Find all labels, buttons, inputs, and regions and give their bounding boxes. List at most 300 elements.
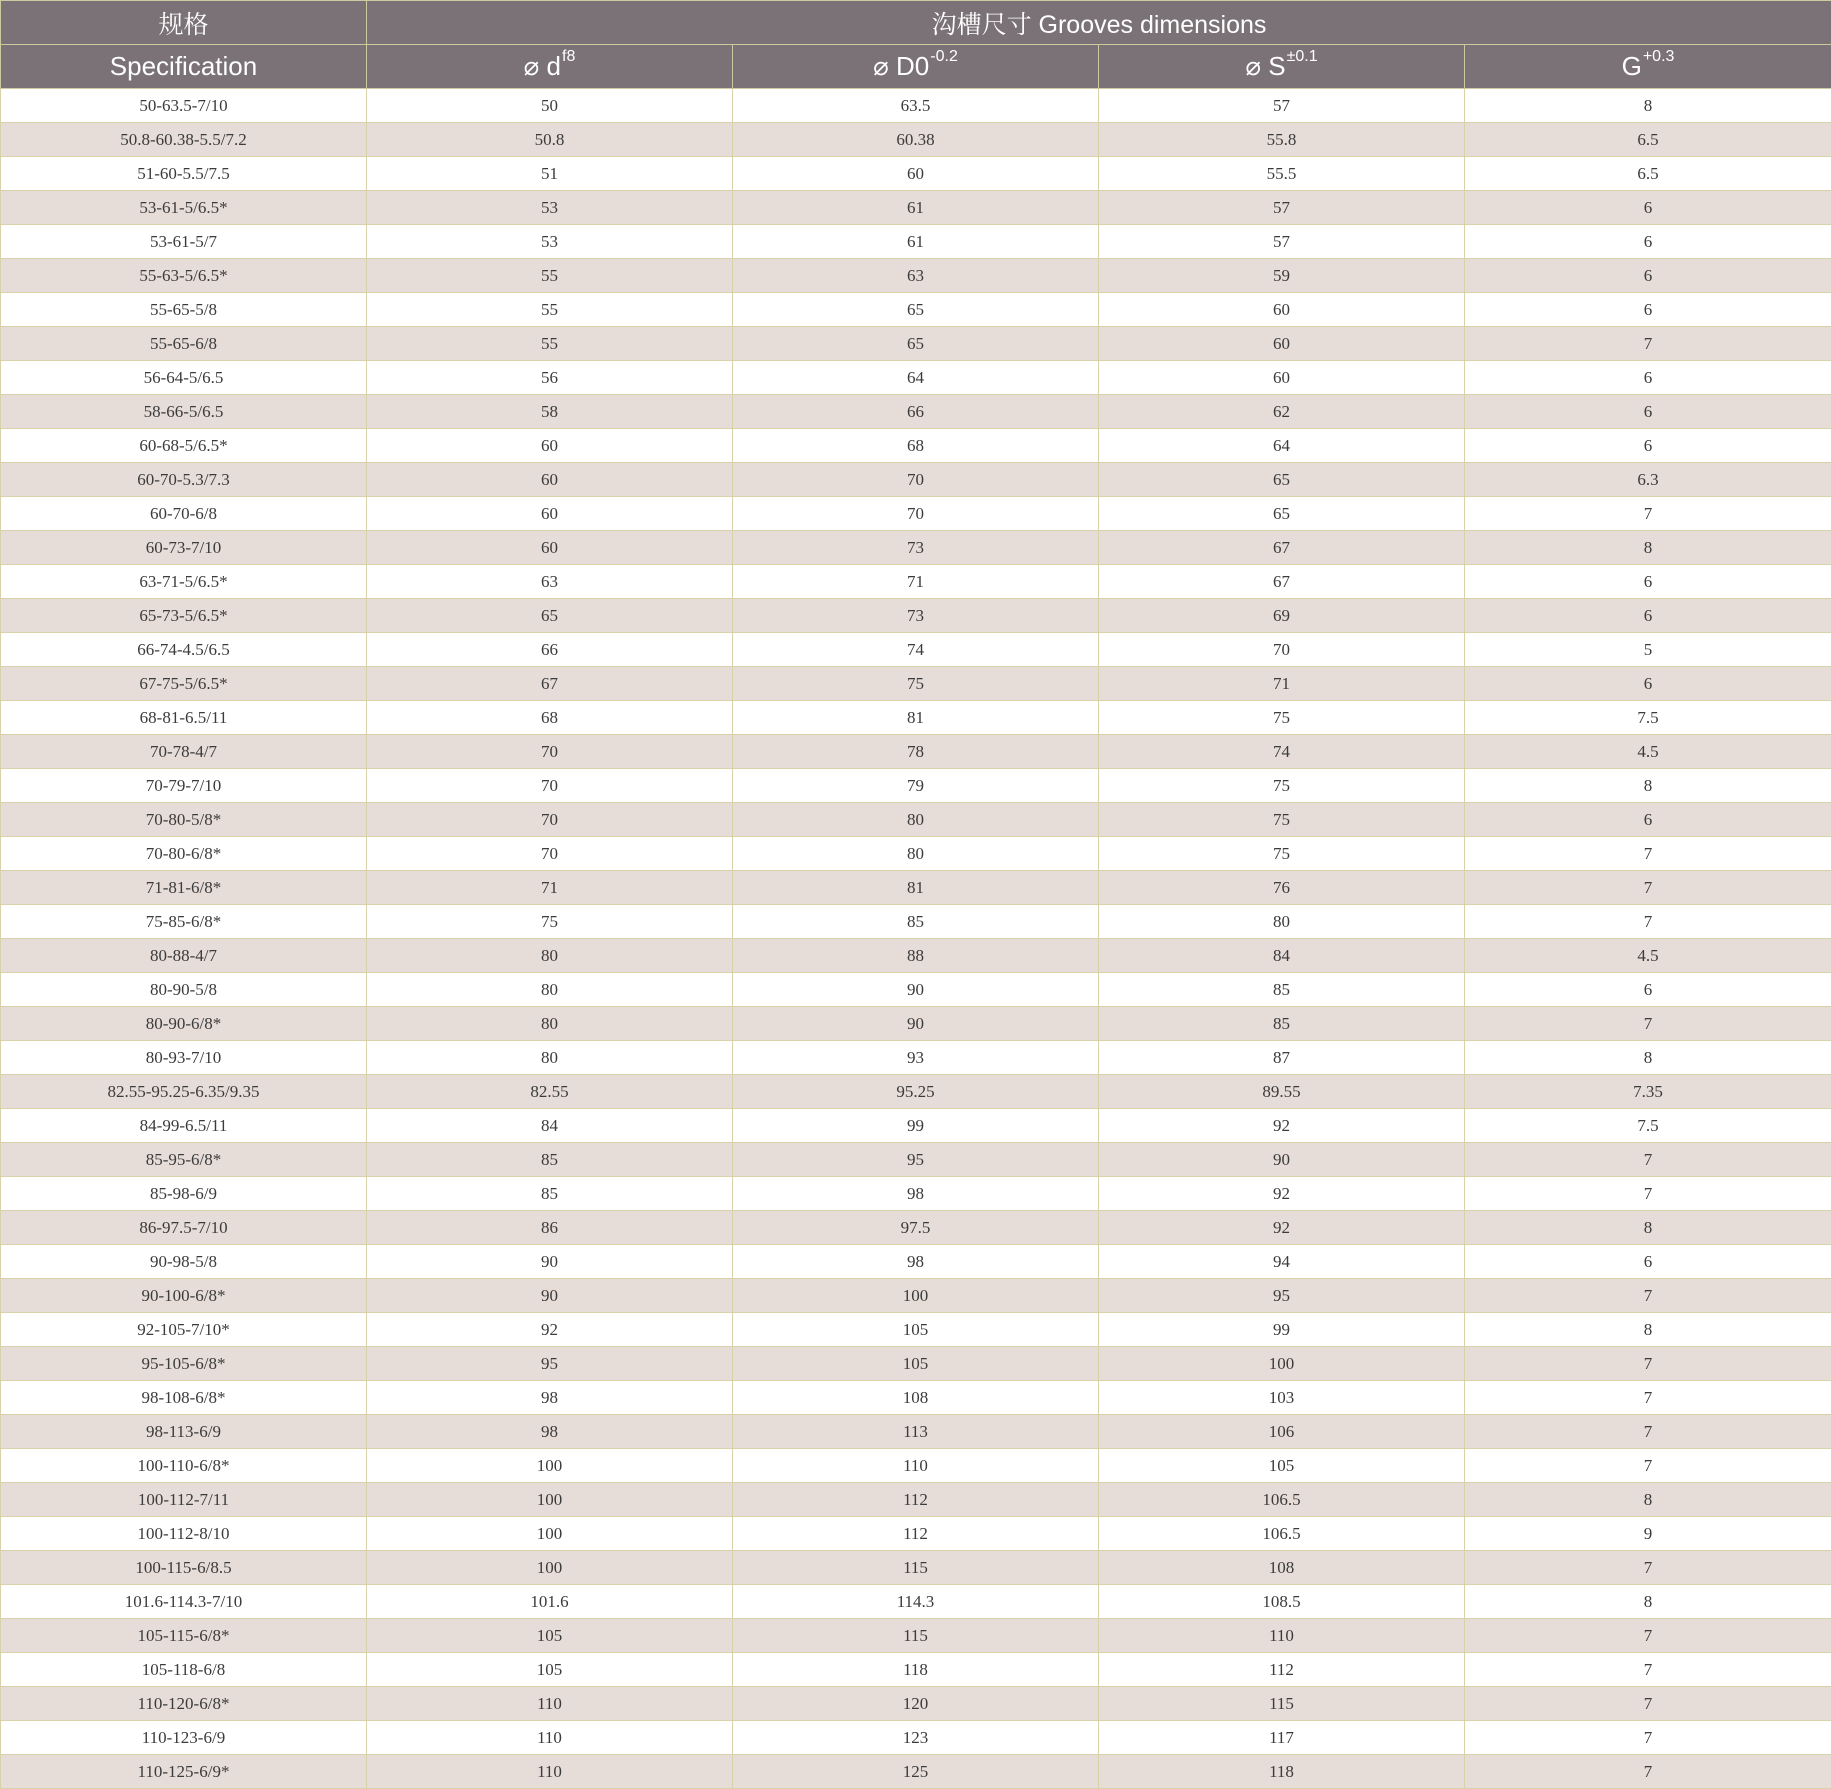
- spec-cell: 68-81-6.5/11: [1, 701, 367, 735]
- d0-cell: 120: [733, 1687, 1099, 1721]
- table-row: [1, 1041, 1831, 1075]
- spec-cell: 70-80-5/8*: [1, 803, 367, 837]
- d0-cell: 113: [733, 1415, 1099, 1449]
- spec-cell: 101.6-114.3-7/10: [1, 1585, 367, 1619]
- d-cell: 53: [367, 225, 733, 259]
- g-cell: 7: [1465, 1755, 1831, 1789]
- table-row: [1, 1143, 1831, 1177]
- d0-cell: 88: [733, 939, 1099, 973]
- g-cell: 7.35: [1465, 1075, 1831, 1109]
- table-row: [1, 361, 1831, 395]
- s-cell: 94: [1099, 1245, 1465, 1279]
- s-cell: 57: [1099, 225, 1465, 259]
- d-cell: 82.55: [367, 1075, 733, 1109]
- table-row: [1, 1585, 1831, 1619]
- g-cell: 6: [1465, 191, 1831, 225]
- table-row: [1, 599, 1831, 633]
- g-cell: 6: [1465, 395, 1831, 429]
- d-cell: 80: [367, 939, 733, 973]
- table-row: [1, 1483, 1831, 1517]
- spec-cell: 85-98-6/9: [1, 1177, 367, 1211]
- d-cell: 90: [367, 1279, 733, 1313]
- s-cell: 89.55: [1099, 1075, 1465, 1109]
- spec-cell: 67-75-5/6.5*: [1, 667, 367, 701]
- column-header-d0: [733, 45, 1099, 89]
- spec-cell: 80-88-4/7: [1, 939, 367, 973]
- spec-cell: 75-85-6/8*: [1, 905, 367, 939]
- d0-cell: 114.3: [733, 1585, 1099, 1619]
- s-cell: 84: [1099, 939, 1465, 973]
- g-cell: 7: [1465, 1381, 1831, 1415]
- s-cell: 65: [1099, 497, 1465, 531]
- spec-cell: 110-120-6/8*: [1, 1687, 367, 1721]
- s-cell: 67: [1099, 565, 1465, 599]
- g-cell: 7.5: [1465, 1109, 1831, 1143]
- d0-cell: 100: [733, 1279, 1099, 1313]
- g-cell: 7: [1465, 1687, 1831, 1721]
- spec-cell: 100-110-6/8*: [1, 1449, 367, 1483]
- table-row: [1, 191, 1831, 225]
- s-cell: 71: [1099, 667, 1465, 701]
- s-cell: 75: [1099, 837, 1465, 871]
- g-cell: 8: [1465, 769, 1831, 803]
- s-cell: 80: [1099, 905, 1465, 939]
- column-header-s-label: ⌀ S: [1245, 51, 1286, 81]
- g-cell: 4.5: [1465, 735, 1831, 769]
- spec-cell: 105-118-6/8: [1, 1653, 367, 1687]
- spec-cell: 100-112-8/10: [1, 1517, 367, 1551]
- g-cell: 6: [1465, 361, 1831, 395]
- d-cell: 53: [367, 191, 733, 225]
- spec-cell: 70-78-4/7: [1, 735, 367, 769]
- d0-cell: 79: [733, 769, 1099, 803]
- table-row: [1, 1109, 1831, 1143]
- table-row: [1, 259, 1831, 293]
- s-cell: 105: [1099, 1449, 1465, 1483]
- g-cell: 9: [1465, 1517, 1831, 1551]
- column-header-d0-label: ⌀ D0: [873, 51, 930, 81]
- g-cell: 8: [1465, 1313, 1831, 1347]
- s-cell: 57: [1099, 191, 1465, 225]
- d0-cell: 78: [733, 735, 1099, 769]
- table-row: [1, 1279, 1831, 1313]
- spec-cell: 66-74-4.5/6.5: [1, 633, 367, 667]
- spec-cell: 55-65-6/8: [1, 327, 367, 361]
- d-cell: 60: [367, 463, 733, 497]
- d-cell: 80: [367, 1041, 733, 1075]
- spec-cell: 110-123-6/9: [1, 1721, 367, 1755]
- s-cell: 69: [1099, 599, 1465, 633]
- d0-cell: 70: [733, 463, 1099, 497]
- d-cell: 101.6: [367, 1585, 733, 1619]
- spec-cell: 80-90-5/8: [1, 973, 367, 1007]
- table-row: [1, 1245, 1831, 1279]
- table-row: [1, 939, 1831, 973]
- d-cell: 80: [367, 1007, 733, 1041]
- spec-cell: 70-79-7/10: [1, 769, 367, 803]
- table-row: [1, 1653, 1831, 1687]
- d0-cell: 110: [733, 1449, 1099, 1483]
- table-row: [1, 1721, 1831, 1755]
- d0-cell: 105: [733, 1313, 1099, 1347]
- d0-cell: 93: [733, 1041, 1099, 1075]
- spec-cell: 84-99-6.5/11: [1, 1109, 367, 1143]
- d-cell: 86: [367, 1211, 733, 1245]
- g-cell: 6: [1465, 565, 1831, 599]
- g-cell: 7: [1465, 1619, 1831, 1653]
- spec-header-cn: 规格: [1, 1, 367, 45]
- spec-cell: 100-112-7/11: [1, 1483, 367, 1517]
- g-cell: 7: [1465, 837, 1831, 871]
- spec-cell: 65-73-5/6.5*: [1, 599, 367, 633]
- s-cell: 108.5: [1099, 1585, 1465, 1619]
- s-cell: 99: [1099, 1313, 1465, 1347]
- spec-cell: 60-70-6/8: [1, 497, 367, 531]
- column-header-s-tolerance: ±0.1: [1286, 48, 1318, 66]
- table-body: [1, 89, 1831, 1789]
- column-header-d: [367, 45, 733, 89]
- d-cell: 60: [367, 429, 733, 463]
- g-cell: 6.5: [1465, 157, 1831, 191]
- table-row: [1, 1347, 1831, 1381]
- table-row: [1, 1551, 1831, 1585]
- d0-cell: 65: [733, 293, 1099, 327]
- d-cell: 105: [367, 1619, 733, 1653]
- spec-cell: 50.8-60.38-5.5/7.2: [1, 123, 367, 157]
- spec-cell: 82.55-95.25-6.35/9.35: [1, 1075, 367, 1109]
- s-cell: 59: [1099, 259, 1465, 293]
- spec-cell: 80-93-7/10: [1, 1041, 367, 1075]
- d0-cell: 66: [733, 395, 1099, 429]
- d-cell: 85: [367, 1143, 733, 1177]
- d-cell: 60: [367, 531, 733, 565]
- d0-cell: 63.5: [733, 89, 1099, 123]
- table-row: [1, 157, 1831, 191]
- table-row: [1, 633, 1831, 667]
- d0-cell: 60.38: [733, 123, 1099, 157]
- table-row: [1, 803, 1831, 837]
- d-cell: 65: [367, 599, 733, 633]
- d0-cell: 80: [733, 803, 1099, 837]
- table-row: [1, 1517, 1831, 1551]
- d0-cell: 97.5: [733, 1211, 1099, 1245]
- table-row: [1, 123, 1831, 157]
- g-cell: 7: [1465, 1347, 1831, 1381]
- d0-cell: 98: [733, 1177, 1099, 1211]
- table-row: [1, 1313, 1831, 1347]
- g-cell: 4.5: [1465, 939, 1831, 973]
- d-cell: 50: [367, 89, 733, 123]
- g-cell: 8: [1465, 89, 1831, 123]
- spec-cell: 60-70-5.3/7.3: [1, 463, 367, 497]
- d-cell: 100: [367, 1517, 733, 1551]
- g-cell: 7: [1465, 497, 1831, 531]
- g-cell: 7: [1465, 1279, 1831, 1313]
- d0-cell: 90: [733, 973, 1099, 1007]
- d-cell: 50.8: [367, 123, 733, 157]
- d0-cell: 125: [733, 1755, 1099, 1789]
- spec-cell: 105-115-6/8*: [1, 1619, 367, 1653]
- d0-cell: 81: [733, 701, 1099, 735]
- s-cell: 95: [1099, 1279, 1465, 1313]
- table-row: [1, 463, 1831, 497]
- d0-cell: 95: [733, 1143, 1099, 1177]
- g-cell: 5: [1465, 633, 1831, 667]
- g-cell: 6: [1465, 259, 1831, 293]
- table-row: [1, 1177, 1831, 1211]
- table-row: [1, 905, 1831, 939]
- table-row: [1, 89, 1831, 123]
- table-row: [1, 667, 1831, 701]
- table-row: [1, 327, 1831, 361]
- d0-cell: 112: [733, 1517, 1099, 1551]
- s-cell: 62: [1099, 395, 1465, 429]
- s-cell: 90: [1099, 1143, 1465, 1177]
- d0-cell: 68: [733, 429, 1099, 463]
- d0-cell: 73: [733, 599, 1099, 633]
- d-cell: 92: [367, 1313, 733, 1347]
- s-cell: 115: [1099, 1687, 1465, 1721]
- spec-cell: 51-60-5.5/7.5: [1, 157, 367, 191]
- d-cell: 70: [367, 769, 733, 803]
- s-cell: 55.8: [1099, 123, 1465, 157]
- spec-cell: 95-105-6/8*: [1, 1347, 367, 1381]
- g-cell: 8: [1465, 1211, 1831, 1245]
- s-cell: 106.5: [1099, 1517, 1465, 1551]
- s-cell: 75: [1099, 701, 1465, 735]
- spec-cell: 53-61-5/7: [1, 225, 367, 259]
- spec-cell: 90-98-5/8: [1, 1245, 367, 1279]
- d0-cell: 80: [733, 837, 1099, 871]
- d-cell: 70: [367, 837, 733, 871]
- d-cell: 110: [367, 1687, 733, 1721]
- s-cell: 103: [1099, 1381, 1465, 1415]
- g-cell: 6: [1465, 667, 1831, 701]
- table-row: [1, 1619, 1831, 1653]
- spec-cell: 71-81-6/8*: [1, 871, 367, 905]
- g-cell: 6: [1465, 599, 1831, 633]
- table-row: [1, 1007, 1831, 1041]
- s-cell: 92: [1099, 1109, 1465, 1143]
- spec-cell: 92-105-7/10*: [1, 1313, 367, 1347]
- d-cell: 85: [367, 1177, 733, 1211]
- spec-cell: 58-66-5/6.5: [1, 395, 367, 429]
- g-cell: 6: [1465, 973, 1831, 1007]
- table-row: [1, 1755, 1831, 1789]
- g-cell: 7: [1465, 1449, 1831, 1483]
- s-cell: 117: [1099, 1721, 1465, 1755]
- spec-cell: 60-68-5/6.5*: [1, 429, 367, 463]
- spec-cell: 53-61-5/6.5*: [1, 191, 367, 225]
- column-header-s: [1099, 45, 1465, 89]
- spec-cell: 98-113-6/9: [1, 1415, 367, 1449]
- table-row: [1, 701, 1831, 735]
- column-header-d-tolerance: f8: [562, 48, 576, 66]
- spec-cell: 86-97.5-7/10: [1, 1211, 367, 1245]
- spec-cell: 56-64-5/6.5: [1, 361, 367, 395]
- spec-cell: 60-73-7/10: [1, 531, 367, 565]
- g-cell: 7: [1465, 871, 1831, 905]
- d0-cell: 118: [733, 1653, 1099, 1687]
- d-cell: 110: [367, 1755, 733, 1789]
- s-cell: 70: [1099, 633, 1465, 667]
- d-cell: 66: [367, 633, 733, 667]
- d-cell: 98: [367, 1415, 733, 1449]
- d-cell: 51: [367, 157, 733, 191]
- d0-cell: 63: [733, 259, 1099, 293]
- d0-cell: 64: [733, 361, 1099, 395]
- s-cell: 100: [1099, 1347, 1465, 1381]
- s-cell: 55.5: [1099, 157, 1465, 191]
- d-cell: 55: [367, 259, 733, 293]
- d0-cell: 61: [733, 225, 1099, 259]
- table-header: [1, 1, 1831, 89]
- s-cell: 112: [1099, 1653, 1465, 1687]
- grooves-dimensions-header: 沟槽尺寸 Grooves dimensions: [367, 1, 1831, 45]
- s-cell: 75: [1099, 803, 1465, 837]
- g-cell: 6.3: [1465, 463, 1831, 497]
- table-row: [1, 225, 1831, 259]
- d0-cell: 85: [733, 905, 1099, 939]
- d0-cell: 112: [733, 1483, 1099, 1517]
- d0-cell: 73: [733, 531, 1099, 565]
- g-cell: 6: [1465, 429, 1831, 463]
- g-cell: 6: [1465, 803, 1831, 837]
- g-cell: 7: [1465, 1551, 1831, 1585]
- table-row: [1, 565, 1831, 599]
- table-row: [1, 395, 1831, 429]
- d0-cell: 95.25: [733, 1075, 1099, 1109]
- d-cell: 55: [367, 327, 733, 361]
- table-row: [1, 429, 1831, 463]
- spec-header-en: Specification: [1, 45, 367, 89]
- d0-cell: 71: [733, 565, 1099, 599]
- d-cell: 75: [367, 905, 733, 939]
- d0-cell: 123: [733, 1721, 1099, 1755]
- table-row: [1, 1211, 1831, 1245]
- spec-cell: 98-108-6/8*: [1, 1381, 367, 1415]
- g-cell: 7: [1465, 1143, 1831, 1177]
- d-cell: 110: [367, 1721, 733, 1755]
- spec-cell: 90-100-6/8*: [1, 1279, 367, 1313]
- d-cell: 70: [367, 803, 733, 837]
- spec-cell: 70-80-6/8*: [1, 837, 367, 871]
- d-cell: 98: [367, 1381, 733, 1415]
- d-cell: 67: [367, 667, 733, 701]
- s-cell: 106.5: [1099, 1483, 1465, 1517]
- table-row: [1, 497, 1831, 531]
- s-cell: 60: [1099, 293, 1465, 327]
- s-cell: 75: [1099, 769, 1465, 803]
- d-cell: 60: [367, 497, 733, 531]
- g-cell: 7: [1465, 327, 1831, 361]
- g-cell: 7: [1465, 905, 1831, 939]
- column-header-g: [1465, 45, 1831, 89]
- d0-cell: 61: [733, 191, 1099, 225]
- d-cell: 95: [367, 1347, 733, 1381]
- g-cell: 6: [1465, 293, 1831, 327]
- table-row: [1, 735, 1831, 769]
- d0-cell: 108: [733, 1381, 1099, 1415]
- table-row: [1, 1381, 1831, 1415]
- s-cell: 67: [1099, 531, 1465, 565]
- d0-cell: 90: [733, 1007, 1099, 1041]
- d0-cell: 81: [733, 871, 1099, 905]
- s-cell: 60: [1099, 327, 1465, 361]
- s-cell: 87: [1099, 1041, 1465, 1075]
- d0-cell: 115: [733, 1619, 1099, 1653]
- s-cell: 65: [1099, 463, 1465, 497]
- d-cell: 84: [367, 1109, 733, 1143]
- table-row: [1, 1449, 1831, 1483]
- s-cell: 74: [1099, 735, 1465, 769]
- g-cell: 7: [1465, 1007, 1831, 1041]
- spec-cell: 100-115-6/8.5: [1, 1551, 367, 1585]
- column-header-d-label: ⌀ d: [523, 51, 561, 81]
- table-row: [1, 1075, 1831, 1109]
- d-cell: 68: [367, 701, 733, 735]
- column-header-g-tolerance: +0.3: [1642, 48, 1675, 66]
- s-cell: 108: [1099, 1551, 1465, 1585]
- g-cell: 8: [1465, 531, 1831, 565]
- s-cell: 92: [1099, 1177, 1465, 1211]
- d-cell: 100: [367, 1551, 733, 1585]
- g-cell: 6: [1465, 225, 1831, 259]
- header-row-2: [1, 45, 1831, 89]
- table-row: [1, 973, 1831, 1007]
- g-cell: 7: [1465, 1653, 1831, 1687]
- table-row: [1, 293, 1831, 327]
- s-cell: 85: [1099, 973, 1465, 1007]
- d-cell: 80: [367, 973, 733, 1007]
- spec-cell: 63-71-5/6.5*: [1, 565, 367, 599]
- table-row: [1, 1415, 1831, 1449]
- spec-cell: 85-95-6/8*: [1, 1143, 367, 1177]
- spec-cell: 55-63-5/6.5*: [1, 259, 367, 293]
- d-cell: 56: [367, 361, 733, 395]
- s-cell: 64: [1099, 429, 1465, 463]
- g-cell: 7: [1465, 1721, 1831, 1755]
- spec-cell: 55-65-5/8: [1, 293, 367, 327]
- d-cell: 71: [367, 871, 733, 905]
- d-cell: 55: [367, 293, 733, 327]
- d0-cell: 74: [733, 633, 1099, 667]
- d0-cell: 105: [733, 1347, 1099, 1381]
- d-cell: 105: [367, 1653, 733, 1687]
- d-cell: 70: [367, 735, 733, 769]
- g-cell: 7: [1465, 1415, 1831, 1449]
- spec-cell: 50-63.5-7/10: [1, 89, 367, 123]
- table-row: [1, 531, 1831, 565]
- d0-cell: 115: [733, 1551, 1099, 1585]
- d0-cell: 98: [733, 1245, 1099, 1279]
- g-cell: 8: [1465, 1585, 1831, 1619]
- s-cell: 118: [1099, 1755, 1465, 1789]
- g-cell: 8: [1465, 1041, 1831, 1075]
- column-header-g-label: G: [1621, 51, 1642, 81]
- d-cell: 100: [367, 1449, 733, 1483]
- s-cell: 85: [1099, 1007, 1465, 1041]
- d0-cell: 65: [733, 327, 1099, 361]
- d0-cell: 60: [733, 157, 1099, 191]
- column-header-d0-tolerance: -0.2: [930, 48, 958, 66]
- s-cell: 76: [1099, 871, 1465, 905]
- header-row-1: [1, 1, 1831, 45]
- table-row: [1, 837, 1831, 871]
- d-cell: 58: [367, 395, 733, 429]
- d0-cell: 70: [733, 497, 1099, 531]
- table-row: [1, 1687, 1831, 1721]
